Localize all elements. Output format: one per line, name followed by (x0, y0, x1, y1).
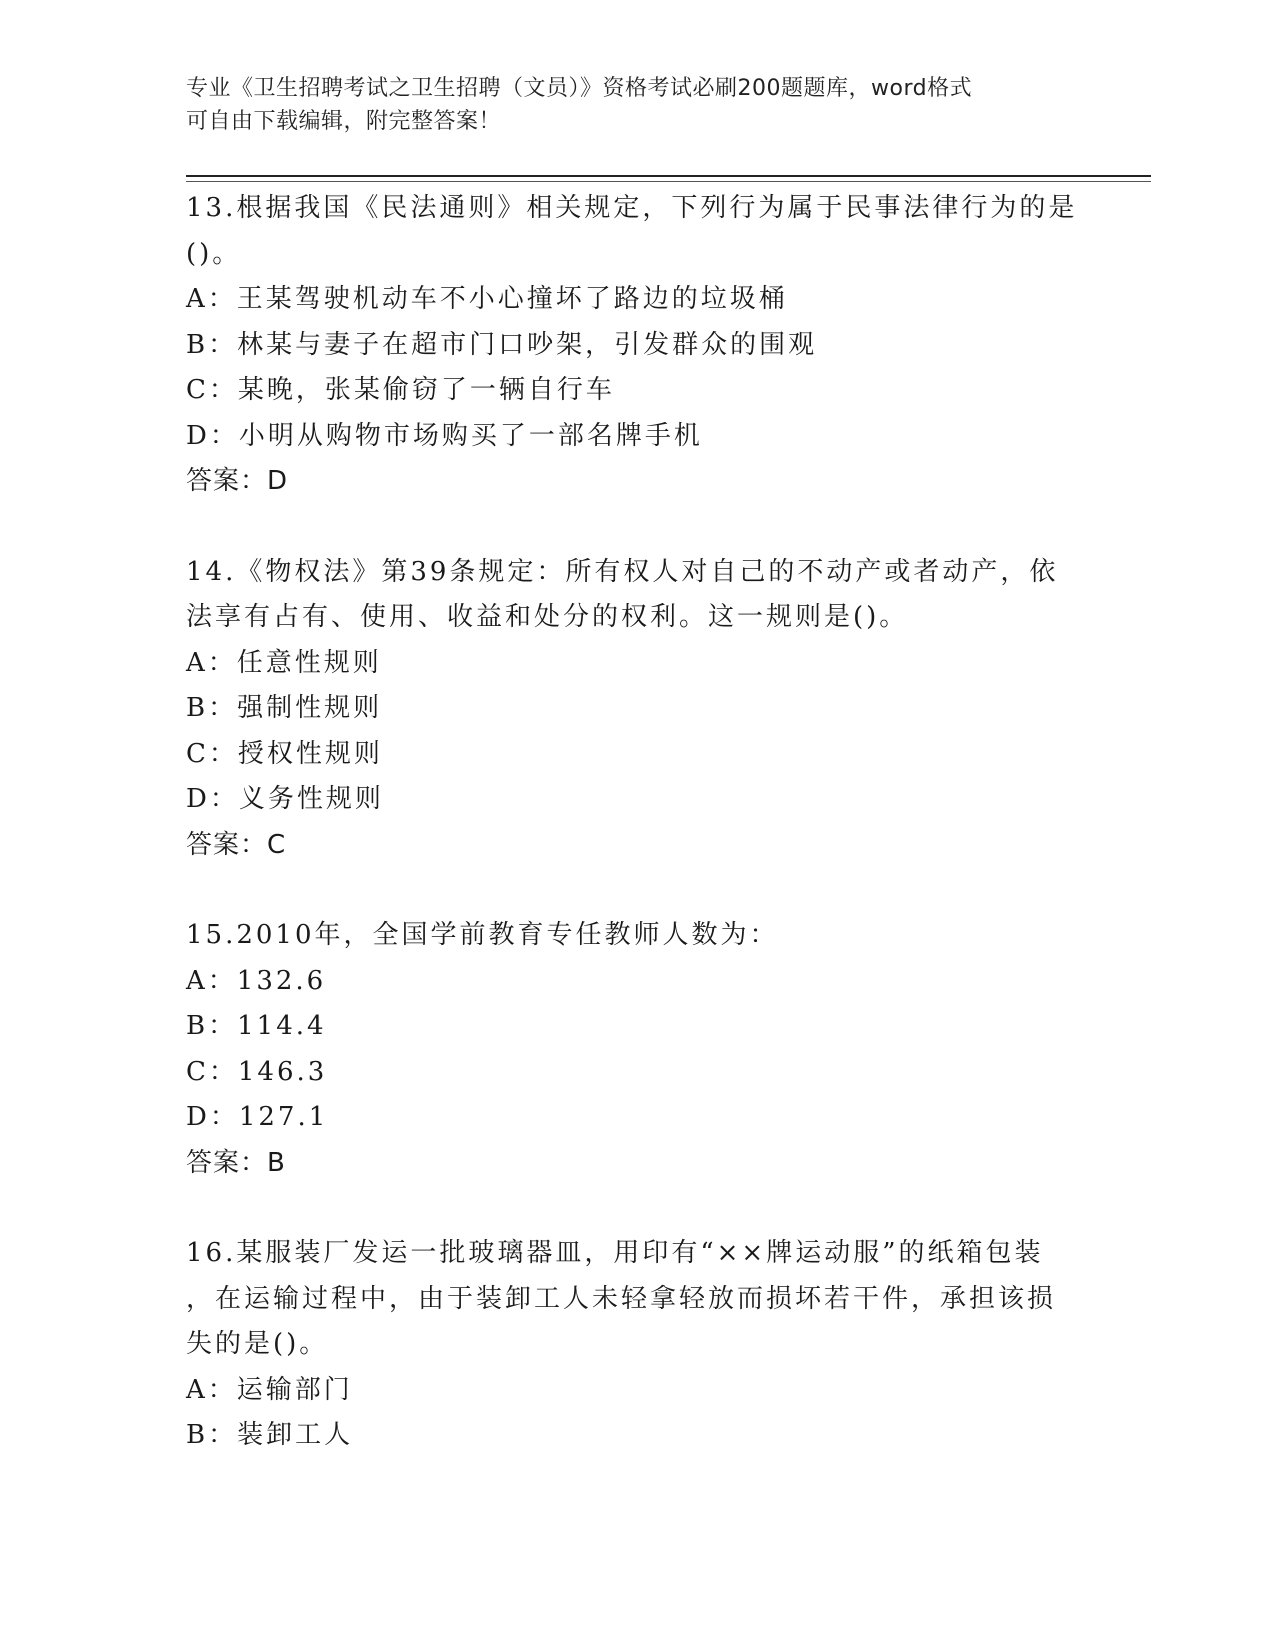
question-text-line: 15.2010年，全国学前教育专任教师人数为： (186, 920, 779, 950)
question-text-line: ，在运输过程中，由于装卸工人未轻拿轻放而损坏若干件，承担该损 (186, 1283, 1057, 1314)
option-c: C：授权性规则 (186, 738, 383, 769)
header-divider-thin (186, 181, 1151, 182)
option-c: C：146.3 (186, 1056, 328, 1087)
option-d: D：127.1 (186, 1102, 329, 1132)
option-b: B：装卸工人 (186, 1420, 354, 1450)
question-text-line: 失的是()。 (186, 1329, 329, 1359)
header-line-2: 可自由下载编辑，附完整答案！ (186, 109, 502, 134)
option-b: B：强制性规则 (186, 693, 383, 723)
question-13 (186, 186, 1086, 505)
answer: 答案：B (186, 1147, 286, 1178)
option-b: B：114.4 (186, 1011, 327, 1041)
option-d: D：义务性规则 (186, 784, 384, 814)
question-15 (186, 913, 1086, 1186)
option-b: B：林某与妻子在超市门口吵架，引发群众的围观 (186, 329, 818, 360)
question-text-line: 13.根据我国《民法通则》相关规定，下列行为属于民事法律行为的是 (186, 193, 1078, 223)
option-c: C：某晚，张某偷窃了一辆自行车 (186, 375, 615, 405)
option-a: A：运输部门 (186, 1374, 353, 1405)
question-list (186, 186, 1086, 1504)
question-16 (186, 1231, 1086, 1459)
document-header (186, 72, 1086, 138)
header-divider-thick (186, 175, 1151, 177)
question-text-line: 14.《物权法》第39条规定：所有权人对自己的不动产或者动产，依 (186, 556, 1059, 587)
option-a: A：任意性规则 (186, 647, 382, 678)
option-d: D：小明从购物市场购买了一部名牌手机 (186, 420, 703, 451)
option-a: A：132.6 (186, 965, 327, 996)
header-line-1: 专业《卫生招聘考试之卫生招聘（文员）》资格考试必刷200题题库，word格式 (186, 76, 973, 101)
question-text-line: ()。 (186, 238, 242, 269)
question-text-line: 16.某服装厂发运一批玻璃器皿，用印有“××牌运动服”的纸箱包装 (186, 1238, 1044, 1268)
question-text-line: 法享有占有、使用、收益和处分的权利。这一规则是()。 (186, 602, 909, 632)
answer: 答案：C (186, 829, 287, 860)
question-14 (186, 550, 1086, 869)
answer: 答案：D (186, 466, 289, 496)
option-a: A：王某驾驶机动车不小心撞坏了路边的垃圾桶 (186, 284, 788, 314)
